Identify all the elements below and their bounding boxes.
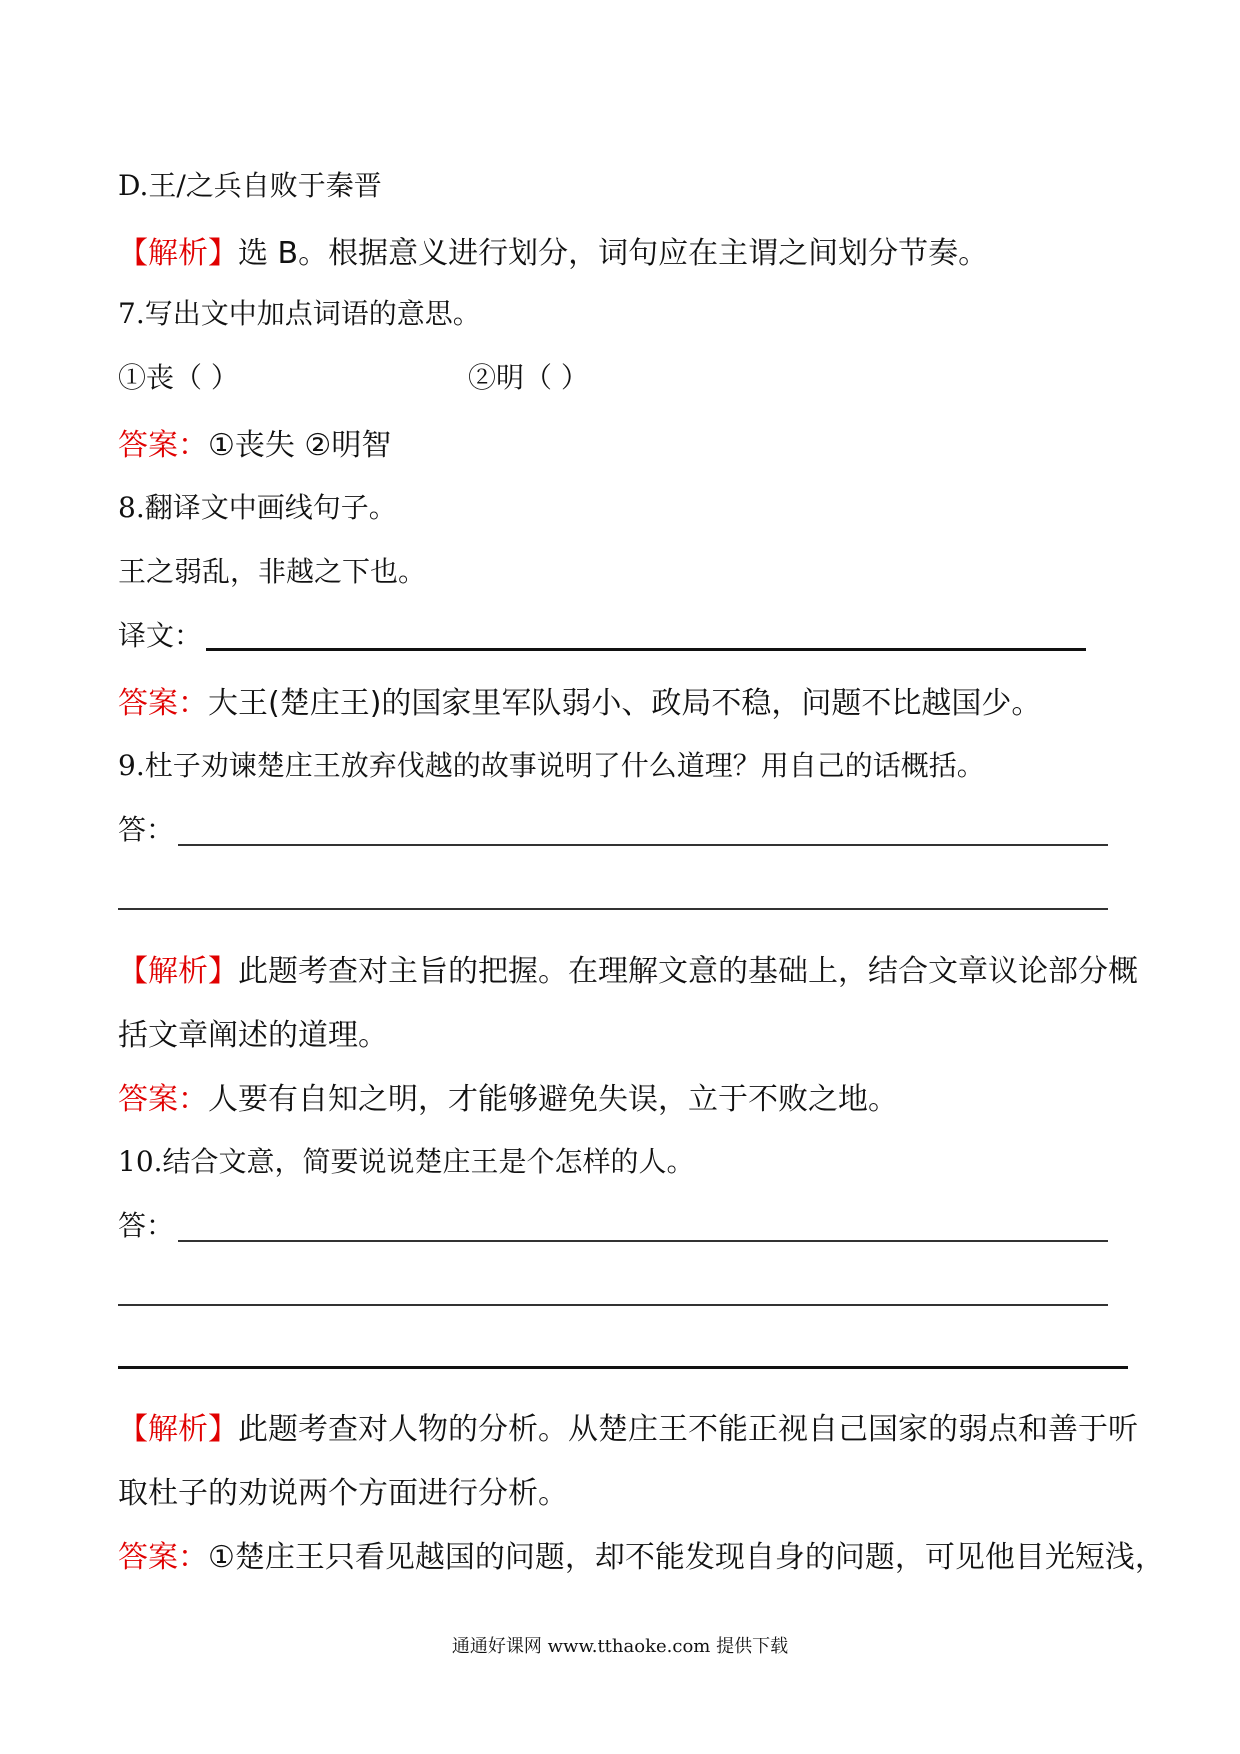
answer-text: ①丧失 ②明智 xyxy=(208,428,392,463)
answer-text: ①楚庄王只看见越国的问题，却不能发现自身的问题，可见他目光短浅， xyxy=(208,1540,1165,1575)
answer-label: 答案： xyxy=(118,686,208,721)
question-8: 8.翻译文中画线句子。 xyxy=(118,491,397,524)
answer-blank-line xyxy=(178,1240,1108,1242)
answer-blank-line xyxy=(118,1304,1108,1306)
page-footer: 通通好课网 www.tthaoke.com 提供下载 xyxy=(451,1636,789,1657)
analysis-label: 【解析】 xyxy=(118,954,238,989)
analysis-text: 选 B。根据意义进行划分，词句应在主谓之间划分节奏。 xyxy=(238,236,989,271)
answer-label: 答案： xyxy=(118,1082,208,1117)
q8-answer xyxy=(118,678,1041,722)
q10-analysis xyxy=(118,1404,1138,1448)
translation-answer-line xyxy=(206,648,1086,651)
answer-blank-line xyxy=(118,908,1108,910)
q9-analysis xyxy=(118,946,1138,990)
q9-answer-prompt: 答： xyxy=(118,813,175,846)
q7-answer xyxy=(118,420,391,464)
answer-text: 人要有自知之明，才能够避免失误，立于不败之地。 xyxy=(208,1082,898,1117)
q7-item-1: ①丧（ ） xyxy=(118,361,239,394)
question-9: 9.杜子劝谏楚庄王放弃伐越的故事说明了什么道理？用自己的话概括。 xyxy=(118,749,985,782)
answer-blank-line xyxy=(118,1366,1128,1369)
q10-analysis-cont: 取杜子的劝说两个方面进行分析。 xyxy=(118,1476,568,1511)
q9-analysis-cont: 括文章阐述的道理。 xyxy=(118,1018,388,1053)
question-7: 7.写出文中加点词语的意思。 xyxy=(118,297,481,330)
q10-answer xyxy=(118,1532,1165,1576)
q10-answer-prompt: 答： xyxy=(118,1209,175,1242)
analysis-label: 【解析】 xyxy=(118,236,238,271)
analysis-text: 此题考查对主旨的把握。在理解文意的基础上，结合文章议论部分概 xyxy=(238,954,1138,989)
option-d: D.王/之兵自败于秦晋 xyxy=(118,169,382,202)
question-10: 10.结合文意，简要说说楚庄王是个怎样的人。 xyxy=(118,1145,695,1178)
translation-label: 译文： xyxy=(118,619,203,652)
analysis-label: 【解析】 xyxy=(118,1412,238,1447)
q6-analysis xyxy=(118,228,988,272)
q8-translation-row xyxy=(118,614,202,654)
answer-label: 答案： xyxy=(118,1540,208,1575)
analysis-text: 此题考查对人物的分析。从楚庄王不能正视自己国家的弱点和善于听 xyxy=(238,1412,1138,1447)
q7-item-2: ②明（ ） xyxy=(468,361,589,394)
answer-text: 大王(楚庄王)的国家里军队弱小、政局不稳，问题不比越国少。 xyxy=(208,686,1042,721)
q8-sentence: 王之弱乱，非越之下也。 xyxy=(118,555,427,588)
q9-answer xyxy=(118,1074,898,1118)
answer-label: 答案： xyxy=(118,428,208,463)
answer-blank-line xyxy=(178,844,1108,846)
